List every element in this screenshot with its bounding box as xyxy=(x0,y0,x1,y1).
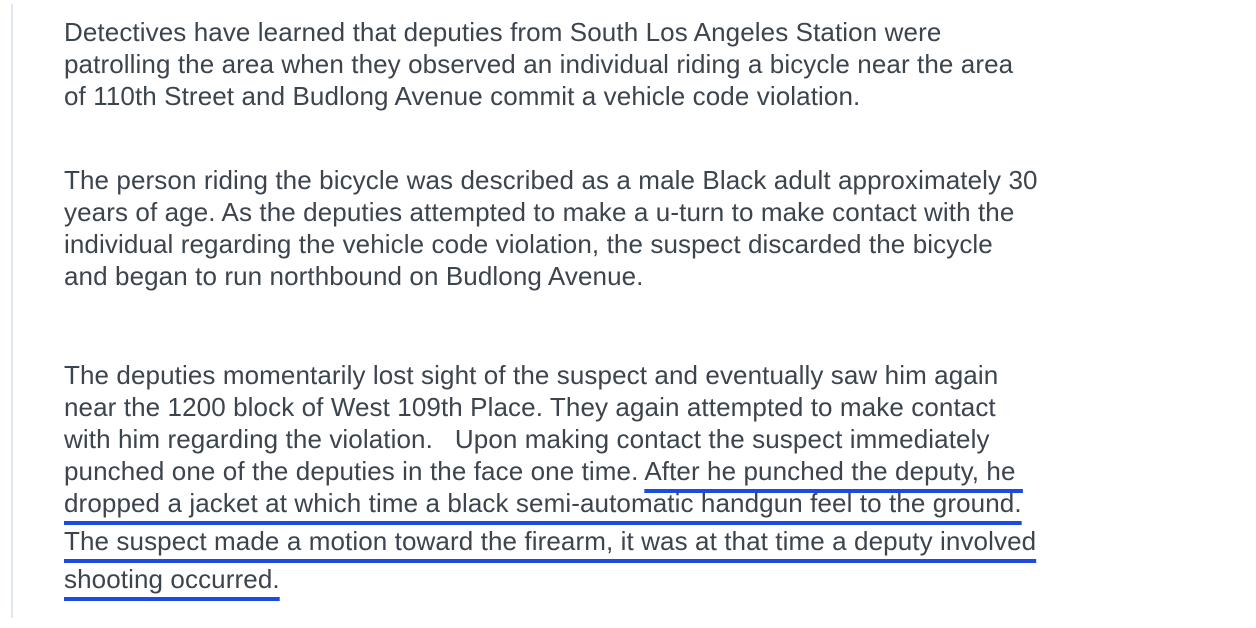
text-line xyxy=(64,359,1214,391)
text-line xyxy=(64,196,1214,228)
text-line xyxy=(64,48,1214,80)
underlined-annotation-text: After he punched the deputy, he xyxy=(644,456,1023,486)
underlined-annotation-text: The suspect made a motion toward the firearm, it was at that time a deputy involved xyxy=(64,526,1037,556)
text-line xyxy=(64,423,1214,455)
paragraph-3 xyxy=(64,359,1214,595)
text-segment: near the 1200 block of West 109th Place. They again attempted to make contact xyxy=(64,392,996,422)
text-segment: punched one of the deputies in the face one time. xyxy=(64,456,645,486)
text-segment: The person riding the bicycle was described as a male Black adult approximately 30 xyxy=(64,165,1038,195)
paragraph-1 xyxy=(64,16,1214,112)
text-line xyxy=(64,164,1214,196)
text-line xyxy=(64,455,1214,487)
text-line xyxy=(64,80,1214,112)
text-segment: The deputies momentarily lost sight of the suspect and eventually saw him again xyxy=(64,360,999,390)
underlined-annotation-text: dropped a jacket at which time a black semi-automatic handgun feel to the ground. xyxy=(64,488,1022,518)
underlined-annotation-text: shooting occurred. xyxy=(64,564,280,594)
text-line xyxy=(64,391,1214,423)
text-segment: Detectives have learned that deputies from South Los Angeles Station were xyxy=(64,17,942,47)
text-segment: years of age. As the deputies attempted to make a u-turn to make contact with the xyxy=(64,197,1015,227)
text-line xyxy=(64,487,1214,519)
text-line xyxy=(64,260,1214,292)
text-segment: of 110th Street and Budlong Avenue commit a vehicle code violation. xyxy=(64,81,861,111)
text-segment: patrolling the area when they observed an individual riding a bicycle near the area xyxy=(64,49,1014,79)
press-release-text xyxy=(64,16,1214,595)
text-line xyxy=(64,563,1214,595)
text-segment: individual regarding the vehicle code violation, the suspect discarded the bicycle xyxy=(64,229,993,259)
paragraph-2 xyxy=(64,164,1214,292)
quote-left-border xyxy=(11,4,13,618)
text-line xyxy=(64,16,1214,48)
text-line xyxy=(64,228,1214,260)
text-line xyxy=(64,525,1214,557)
text-segment: with him regarding the violation. Upon making contact the suspect immediately xyxy=(64,424,990,454)
text-segment: and began to run northbound on Budlong Avenue. xyxy=(64,261,644,291)
